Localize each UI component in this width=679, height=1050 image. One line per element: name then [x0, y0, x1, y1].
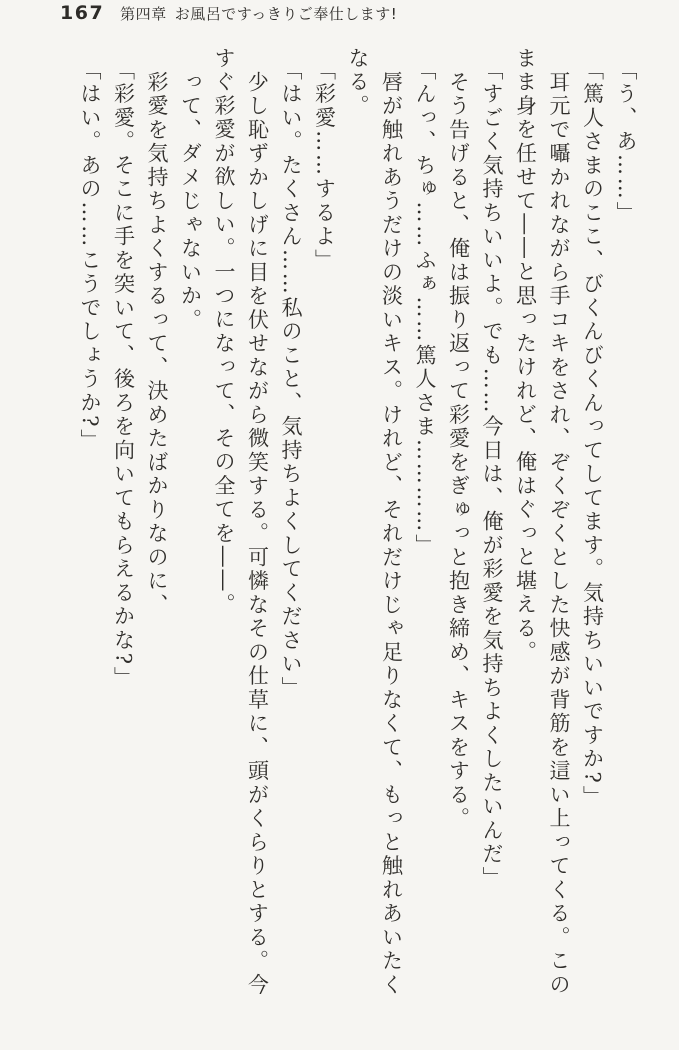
chapter-title: お風呂ですっきりご奉仕します!	[174, 5, 398, 23]
chapter-heading	[120, 3, 397, 24]
paragraph-9: 「はい。たくさん……私のこと、気持ちよくしてください」	[279, 59, 303, 701]
paragraph-12: 彩愛を気持ちよくするって、決めたばかりなのに、	[145, 70, 169, 617]
paragraph-6: 「んっ、ちゅ……ふぁ……篤人さま…………」	[413, 59, 437, 558]
paragraph-13: 「彩愛。そこに手を突いて、後ろを向いてもらえるかな?」	[111, 59, 136, 691]
paragraph-7: 唇が触れあうだけの淡いキス。けれど、それだけじゃ足りなくて、もっと触れあいたくなる。	[346, 47, 404, 997]
paragraph-8: 「彩愛……するよ」	[312, 59, 337, 273]
vertical-text-block	[73, 47, 643, 1002]
paragraph-1: 「う、あ……」	[614, 59, 638, 226]
paragraph-2: 「篤人さまのここ、びくんびくんってしてます。気持ちいいですか?」	[580, 59, 605, 810]
paragraph-14: 「はい。あの……こうでしょうか?」	[78, 59, 102, 454]
page-number: 167	[60, 2, 105, 24]
paragraph-5: そう告げると、俺は振り返って彩愛をぎゅっと抱き締め、キスをする。	[446, 70, 471, 831]
chapter-label: 第四章	[120, 5, 167, 23]
paragraph-11: って、ダメじゃないか。	[178, 70, 203, 332]
paragraph-4: 「すごく気持ちいいよ。でも……今日は、俺が彩愛を気持ちよくしたいんだ」	[480, 59, 504, 891]
running-head	[60, 2, 397, 24]
paragraph-3: 耳元で囁かれながら手コキをされ、ぞくぞくとした快感が背筋を這い上ってくる。このまま身を任せて――と思ったけれど、俺はぐっと堪える。	[513, 47, 571, 997]
paragraph-10: 少し恥ずかしげに目を伏せながら微笑する。可憐なその仕草に、頭がくらりとする。今すぐ彩愛が欲しい。一つになって、その全てを――。	[212, 47, 270, 997]
